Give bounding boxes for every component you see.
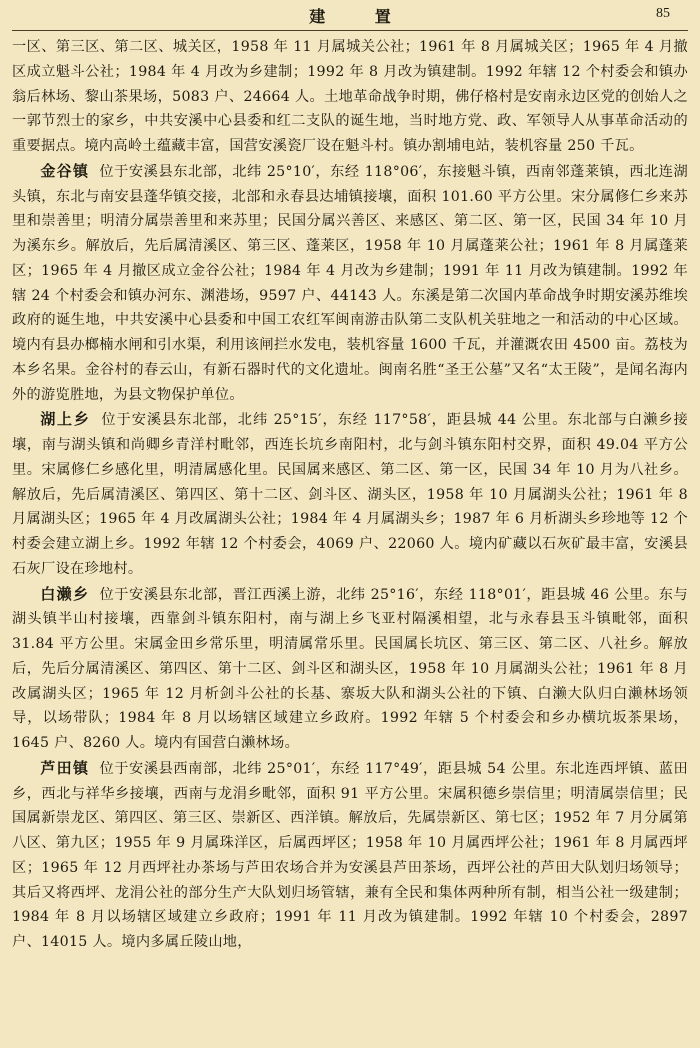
running-title: 建 置 <box>309 6 413 26</box>
entry-keyword: 芦田镇 <box>40 758 90 777</box>
entry-keyword: 湖上乡 <box>40 410 91 429</box>
entry-lutian <box>12 756 688 955</box>
page-number: 85 <box>656 6 670 21</box>
body-text <box>12 31 688 955</box>
entry-text: 位于安溪县东北部，北纬 25°15′，东经 117°58′，距县城 44 公里。东北部与白濑乡接壤，南与湖头镇和尚卿乡青洋村毗邻，西连长坑乡南阳村，北与剑斗镇东阳村交界，面积 49.04 平方公里。宋属修仁乡感化里，明清属感化里。民国属来感区、第二区、第一区，民国 34 年 10 月为八社乡。解放后，先后属清溪区、第四区、第十二区、剑斗区、湖头区，1958 年 10 月属湖头公社；1961 年 8 月属湖头区；1965 年 4 月改属湖头公社；1984 年 4 月属湖头乡；1987 年 6 月析湖头乡珍地等 12 个村委会建立湖上乡。1992 年辖 12 个村委会，4069 户、22060 人。境内矿藏以石灰矿最丰富，安溪县石灰厂设在珍地村。 <box>12 412 688 577</box>
entry-keyword: 金谷镇 <box>40 161 90 180</box>
entry-text: 位于安溪县东北部，北纬 25°10′，东经 118°06′，东接魁斗镇，西南邻蓬莱镇，西北连湖头镇，东北与南安县蓬华镇交接，北部和永春县达埔镇接壤，面积 101.60 平方公里。宋分属修仁乡来苏里和崇善里；明清分属崇善里和来苏里；民国分属兴善区、来感区、第二区、第一区，民国 34 年 10 月为溪东乡。解放后，先后属清溪区、第三区、蓬莱区，1958 年 10 月属蓬莱公社；1961 年 8 月属蓬莱区；1965 年 4 月撤区成立金谷公社；1984 年 4 月改为乡建制；1991 年 11 月改为镇建制。1992 年辖 24 个村委会和镇办河东、渊港场，9597 户、44143 人。东溪是第二次国内革命战争时期安溪苏维埃政府的诞生地，中共安溪中心县委和中国工农红军闽南游击队第二支队机关驻地之一和活动的中心区域。境内有县办榔楠水闸和引水渠，利用该闸拦水发电，装机容量 1600 千瓦，并灌溉农田 4500 亩。荔枝为本乡名果。金谷村的春云山，有新石器时代的文化遗址。闽南名胜“圣王公墓”又名“太王陵”，是闻名海内外的游览胜地，为县文物保护单位。 <box>12 163 688 403</box>
entry-text: 位于安溪县西南部，北纬 25°01′，东经 117°49′，距县城 54 公里。东北连西坪镇、蓝田乡，西北与祥华乡接壤，西南与龙涓乡毗邻，面积 91 平方公里。宋属积德乡崇信里；明清属崇信里；民国属新崇龙区、第四区、第三区、崇新区、西洋镇。解放后，先属崇新区、第七区；1952 年 7 月分属第八区、第九区；1955 年 9 月属珠洋区，后属西坪区；1958 年 10 月属西坪公社；1961 年 8 月属西坪区；1965 年 12 月西坪社办茶场与芦田农场合并为安溪县芦田茶场，西坪公社的芦田大队划归场领导；其后又将西坪、龙涓公社的部分生产大队划归场管辖，兼有全民和集体两种所有制，相当公社一级建制；1984 年 8 月以场辖区域建立乡政府；1991 年 11 月改为镇建制。1992 年辖 10 个村委会，2897 户、14015 人。境内多属丘陵山地， <box>12 760 689 950</box>
entry-keyword: 白濑乡 <box>40 584 90 603</box>
paragraph-continuation: 一区、第三区、第二区、城关区，1958 年 11 月属城关公社；1961 年 8 月属城关区；1965 年 4 月撤区成立魁斗公社；1984 年 4 月改为乡建制；1992 年 8 月改为镇建制。1992 年辖 12 个村委会和镇办翁后林场、黎山茶果场，5083 户、24664 人。土地革命战争时期，佛仔格村是安南永边区党的创始人之一郭节烈士的家乡，中共安溪中心县委和红二支队的诞生地，当时地方党、政、军领导人从事革命活动的重要据点。境内高岭土蕴藏丰富，国营安溪瓷厂设在魁斗村。镇办割埔电站，装机容量 250 千瓦。 <box>12 39 688 154</box>
page-header <box>12 0 688 31</box>
entry-bailai <box>12 582 688 756</box>
entry-text: 位于安溪县东北部，晋江西溪上游，北纬 25°16′，东经 118°01′，距县城 46 公里。东与湖头镇半山村接壤，西靠剑斗镇东阳村，南与湖上乡飞亚村隔溪相望，北与永春县玉斗镇毗邻，面积 31.84 平方公里。宋属金田乡常乐里，明清属常乐里。民国属长坑区、第三区、第二区、八社乡。解放后，先后分属清溪区、第四区、第十二区、剑斗区和湖头区，1958 年 10 月属湖头公社；1961 年 8 月改属湖头区；1965 年 12 月析剑斗公社的长基、寨坂大队和湖头公社的下镇、白濑大队归白濑林场领导，以场带队；1984 年 8 月以场辖区域建立乡政府。1992 年辖 5 个村委会和乡办横坑坂茶果场，1645 户、8260 人。境内有国营白濑林场。 <box>12 586 689 751</box>
entry-hushang <box>12 407 688 581</box>
entry-jingu <box>12 159 688 408</box>
